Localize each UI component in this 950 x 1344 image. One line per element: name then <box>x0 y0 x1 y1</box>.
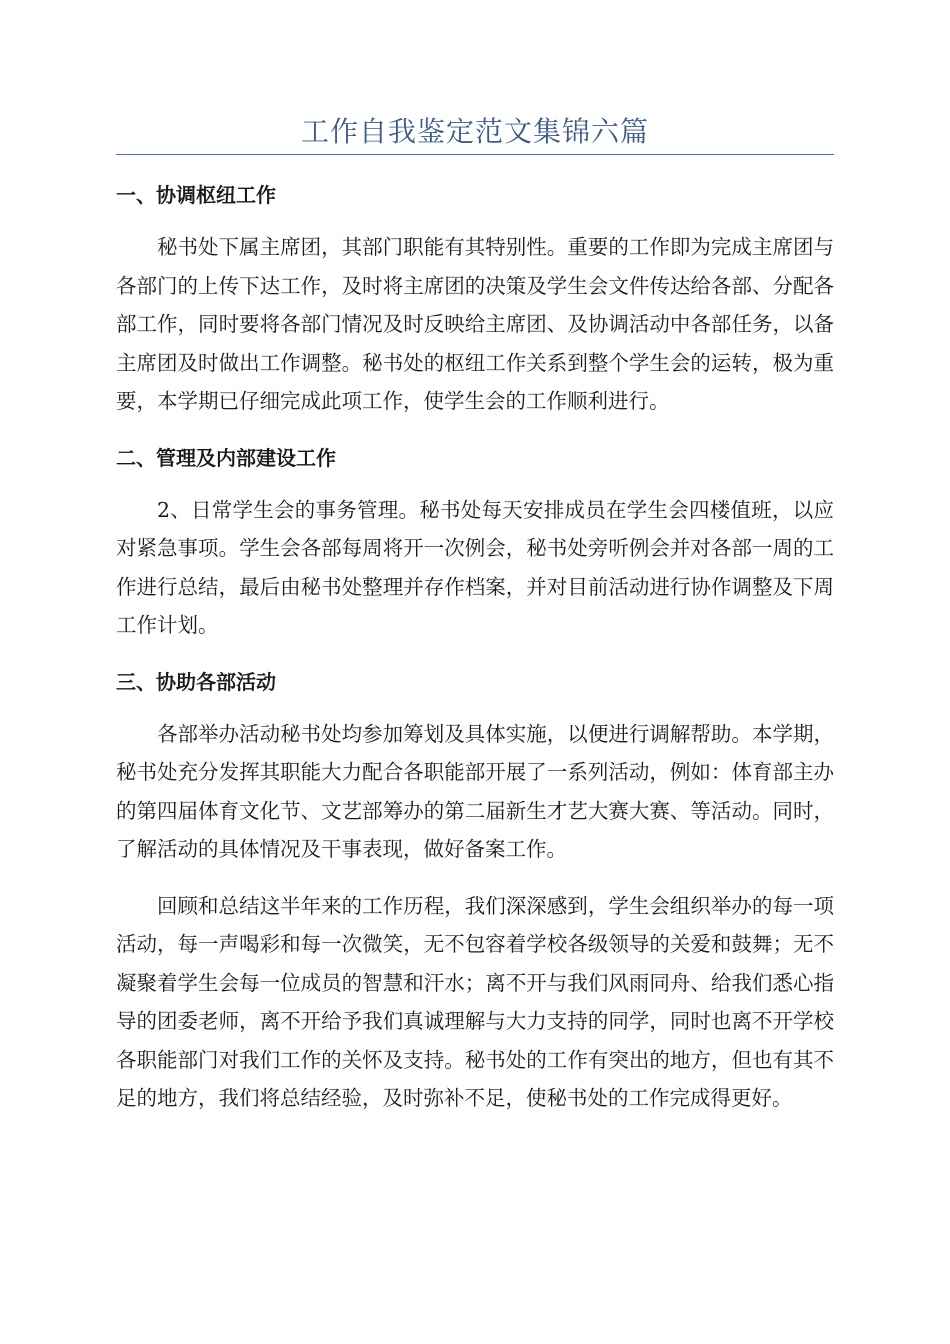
section-paragraph: 回顾和总结这半年来的工作历程，我们深深感到，学生会组织举办的每一项活动，每一声喝彩和每一次微笑，无不包容着学校各级领导的关爱和鼓舞；无不凝聚着学生会每一位成员的智慧和汗水；离不开与我们风雨同舟、给我们悉心指导的团委老师，离不开给予我们真诚理解与大力支持的同学，同时也离不开学校各职能部门对我们工作的关怀及支持。秘书处的工作有突出的地方，但也有其不足的地方，我们将总结经验，及时弥补不足，使秘书处的工作完成得更好。 <box>116 893 834 1110</box>
section-assist-activities <box>116 663 834 1118</box>
section-heading: 二、管理及内部建设工作 <box>116 445 336 470</box>
document-title: 工作自我鉴定范文集锦六篇 <box>300 115 649 148</box>
section-paragraph: 2、日常学生会的事务管理。秘书处每天安排成员在学生会四楼值班，以应对紧急事项。学生会各部每周将开一次例会，秘书处旁听例会并对各部一周的工作进行总结，最后由秘书处整理并存作档案，并对目前活动进行协作调整及下周工作计划。 <box>116 497 834 637</box>
section-heading: 三、协助各部活动 <box>116 669 276 694</box>
section-management <box>116 439 834 645</box>
section-heading: 一、协调枢纽工作 <box>116 183 276 207</box>
title-underline <box>116 154 834 155</box>
section-paragraph: 各部举办活动秘书处均参加筹划及具体实施，以便进行调解帮助。本学期，秘书处充分发挥其职能大力配合各职能部开展了一系列活动，例如：体育部主办的第四届体育文化节、文艺部筹办的第二届新生才艺大赛大赛、等活动。同时，了解活动的具体情况及干事表现，做好备案工作。 <box>116 721 834 861</box>
section-coordination <box>116 176 834 421</box>
section-paragraph: 秘书处下属主席团，其部门职能有其特别性。重要的工作即为完成主席团与各部门的上传下达工作，及时将主席团的决策及学生会文件传达给各部、分配各部工作，同时要将各部门情况及时反映给主席团、及协调活动中各部任务，以备主席团及时做出工作调整。秘书处的枢纽工作关系到整个学生会的运转，极为重要，本学期已仔细完成此项工作，使学生会的工作顺利进行。 <box>116 235 834 413</box>
document-body <box>116 176 834 1136</box>
